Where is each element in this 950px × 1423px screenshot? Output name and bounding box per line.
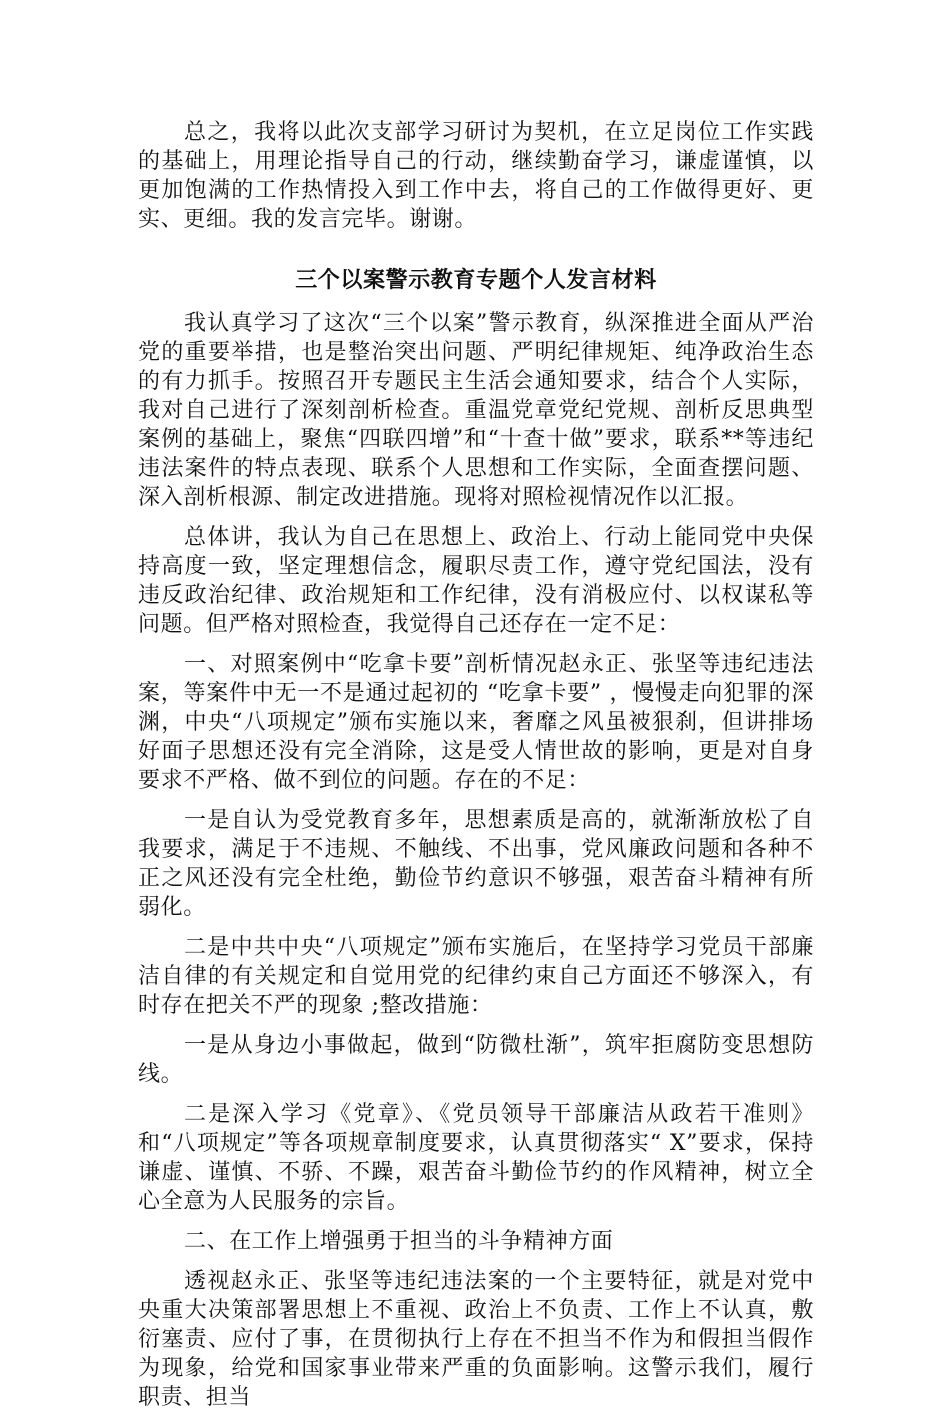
document-page (138, 118, 814, 1423)
paragraph-section-two: 透视赵永正、张坚等违纪违法案的一个主要特征，就是对党中央重大决策部署思想上不重视、政治上不负责、工作上不认真，敷衍塞责、应付了事，在贯彻执行上存在不担当不作为和假担当假作为现象，给党和国家事业带来严重的负面影响。这警示我们，履行职责、担当 (138, 1269, 814, 1410)
paragraph-measure-two: 二是深入学习《党章》、《党员领导干部廉洁从政若干准则》和“八项规定”等各项规章制度要求，认真贯彻落实“ X”要求，保持谦虚、谨慎、不骄、不躁，艰苦奋斗勤俭节约的作风精神，树立全心全意为人民服务的宗旨。 (138, 1102, 814, 1214)
document-title: 三个以案警示教育专题个人发言材料 (295, 267, 657, 293)
paragraph-shortcoming-two: 二是中共中央“八项规定”颁布实施后，在坚持学习党员干部廉洁自律的有关规定和自觉用党的纪律约束自己方面还不够深入，有时存在把关不严的现象 ;整改措施： (138, 935, 814, 1018)
paragraph-intro-study: 我认真学习了这次“三个以案”警示教育，纵深推进全面从严治党的重要举措，也是整治突出问题、严明纪律规矩、纯净政治生态的有力抓手。按照召开专题民主生活会通知要求，结合个人实际，我对自己进行了深刻剖析检查。重温党章党纪党规、剖析反思典型案例的基础上，聚焦“四联四增”和“十查十做”要求，联系**等违纪违法案件的特点表现、联系个人思想和工作实际，全面查摆问题、深入剖析根源、制定改进措施。现将对照检视情况作以汇报。 (138, 311, 814, 510)
paragraph-overall: 总体讲，我认为自己在思想上、政治上、行动上能同党中央保持高度一致，坚定理想信念，履职尽责工作，遵守党纪国法，没有违反政治纪律、政治规矩和工作纪律，没有消极应付、以权谋私等问题。但严格对照检查，我觉得自己还存在一定不足： (138, 525, 814, 637)
section-two-heading: 二、在工作上增强勇于担当的斗争精神方面 (184, 1229, 614, 1254)
paragraph-shortcoming-one: 一是自认为受党教育多年，思想素质是高的，就渐渐放松了自我要求，满足于不违规、不触线、不出事，党风廉政问题和各种不正之风还没有完全杜绝，勤俭节约意识不够强，艰苦奋斗精神有所弱化。 (138, 808, 814, 920)
paragraph-section-one: 一、对照案例中“吃拿卡要”剖析情况赵永正、张坚等违纪违法案，等案件中无一不是通过起初的 “吃拿卡要” ，慢慢走向犯罪的深渊，中央“八项规定”颁布实施以来，奢靡之风虽被狠刹，但讲排场好面子思想还没有完全消除，这是受人情世故的影响，更是对自身要求不严格、做不到位的问题。存在的不足： (138, 652, 814, 793)
paragraph-measure-one: 一是从身边小事做起，做到“防微杜渐”，筑牢拒腐防变思想防线。 (138, 1033, 814, 1087)
intro-paragraph: 总之，我将以此次支部学习研讨为契机，在立足岗位工作实践的基础上，用理论指导自己的行动，继续勤奋学习，谦虚谨慎，以更加饱满的工作热情投入到工作中去，将自己的工作做得更好、更实、更细。我的发言完毕。谢谢。 (138, 120, 814, 232)
